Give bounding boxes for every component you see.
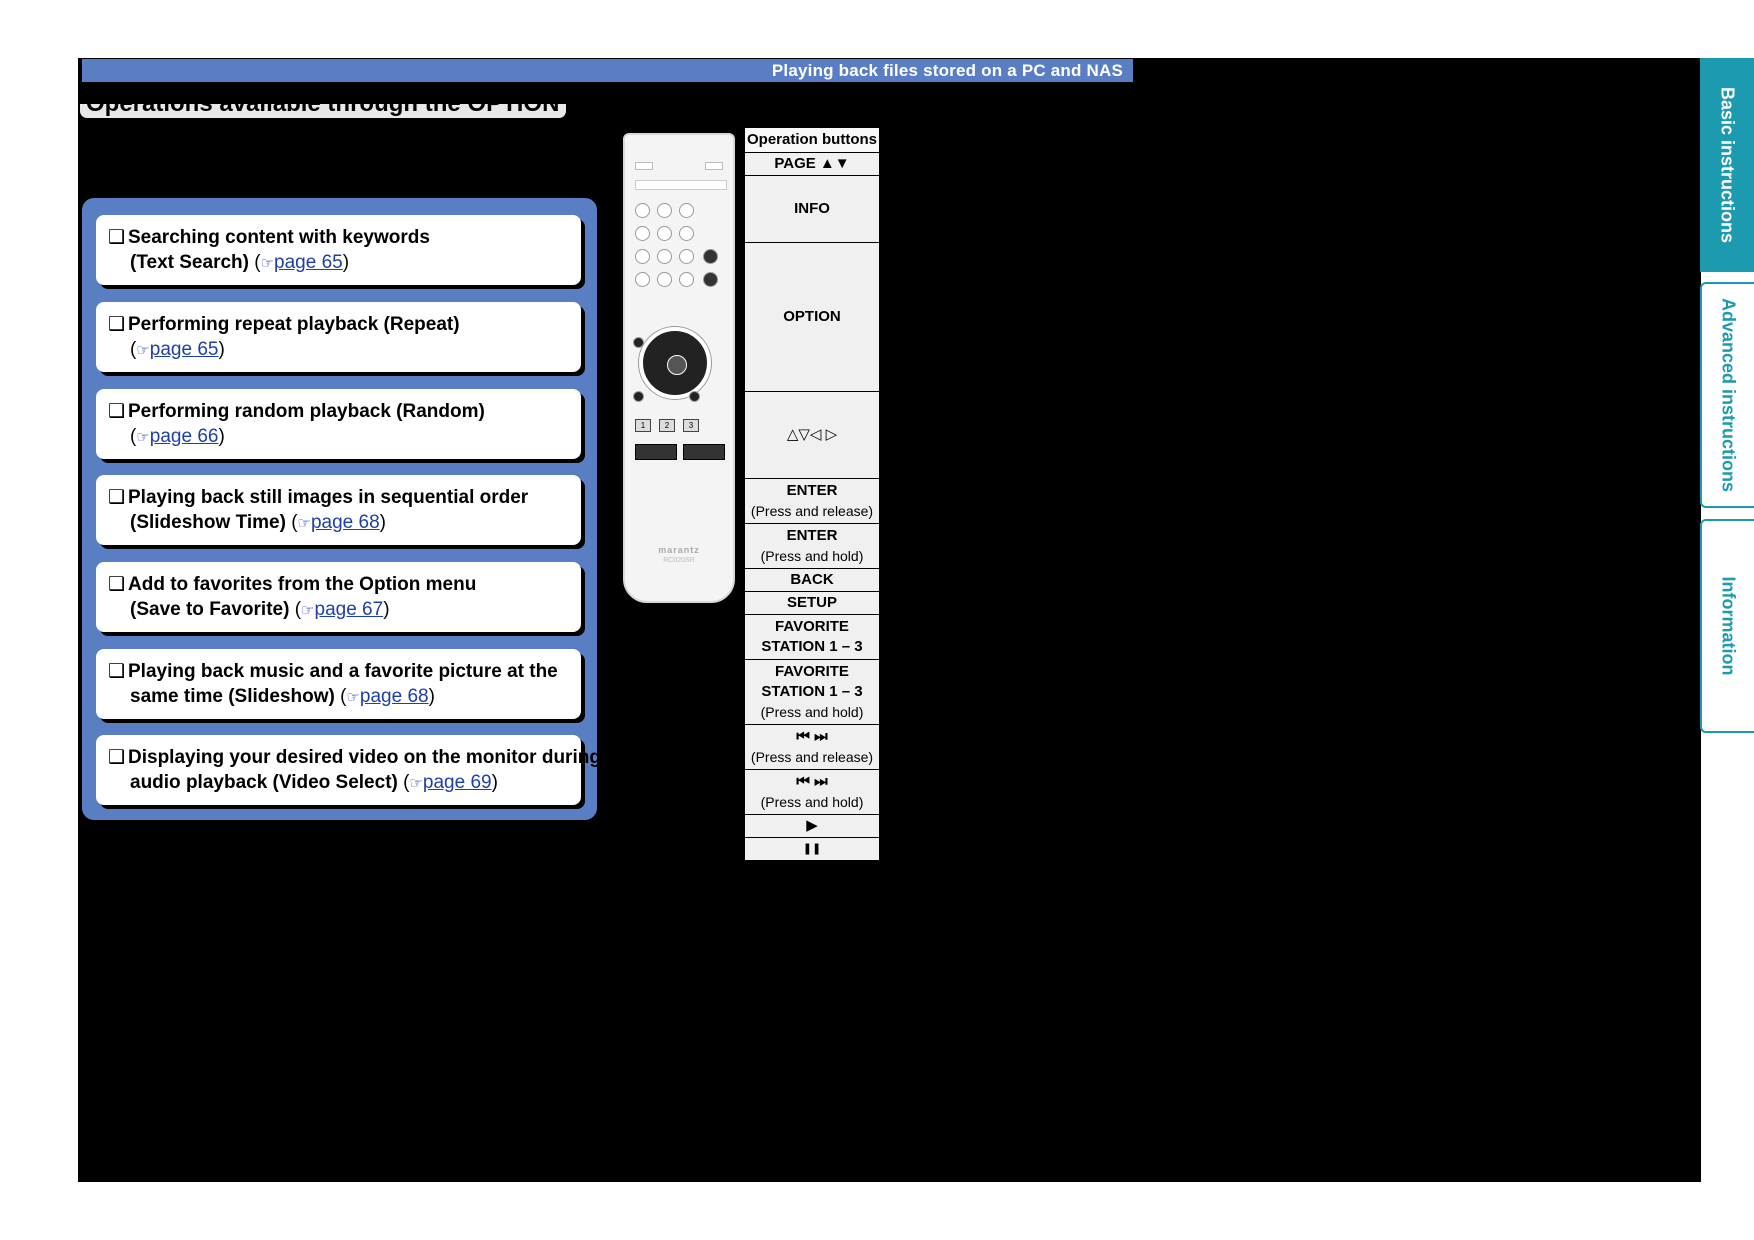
table-header: Operation buttons	[745, 128, 880, 153]
remote-display-slot	[635, 180, 727, 190]
setup-button-icon	[689, 391, 700, 402]
card-subtitle: same time (Slideshow)	[130, 686, 335, 707]
table-row-skip-release	[745, 725, 880, 770]
card-subtitle: (Save to Favorite)	[130, 599, 290, 620]
checkbox-icon: ❑	[108, 227, 126, 248]
checkbox-icon: ❑	[108, 401, 126, 422]
card-subtitle: (Slideshow Time)	[130, 512, 286, 533]
card-slideshow-time: ❑ Playing back still images in sequential order (Slideshow Time) (☞page 68)	[96, 475, 581, 545]
page-link[interactable]: page 66	[149, 426, 219, 447]
table-row-favorite-hold	[745, 660, 880, 725]
row-sub: (Press and hold)	[760, 794, 864, 810]
row-label: ENTER	[786, 527, 838, 544]
table-row-skip-hold	[745, 770, 880, 815]
remote-button-icon	[679, 249, 694, 264]
remote-brand-logo: marantz	[658, 545, 700, 555]
hand-pointer-icon: ☞	[409, 775, 423, 792]
enter-button-icon	[667, 355, 687, 375]
pause-icon: ❚❚	[745, 838, 880, 861]
sleep-button-icon	[635, 162, 653, 170]
remote-button-icon	[635, 203, 650, 218]
table-row-back: BACK	[745, 569, 880, 592]
skip-buttons-icon	[635, 444, 677, 460]
tab-information[interactable]	[1700, 519, 1754, 733]
hand-pointer-icon: ☞	[260, 255, 275, 272]
page-link[interactable]: page 65	[274, 252, 343, 273]
table-row-enter-hold	[745, 524, 880, 569]
favorite-station-1-icon: 1	[635, 419, 651, 432]
favorite-station-2-icon: 2	[659, 419, 675, 432]
hand-pointer-icon: ☞	[136, 429, 150, 446]
card-title: Performing repeat playback (Repeat)	[128, 314, 460, 335]
remote-button-icon	[635, 272, 650, 287]
page-link[interactable]: page 68	[310, 512, 380, 533]
card-title: Playing back still images in sequential order	[128, 487, 529, 508]
table-row-info: INFO	[745, 176, 880, 243]
card-slideshow: ❑ Playing back music and a favorite picture at the same time (Slideshow) (☞page 68)	[96, 649, 581, 719]
tab-label: Information	[1718, 576, 1739, 676]
page-up-button-icon	[703, 249, 718, 264]
table-row-enter-release	[745, 479, 880, 524]
row-sub: (Press and release)	[750, 749, 874, 765]
page-link[interactable]: page 65	[149, 339, 219, 360]
section-title-text: Operations available through the OPTION button	[86, 90, 641, 117]
card-title: Add to favorites from the Option menu	[128, 574, 477, 595]
remote-button-icon	[635, 226, 650, 241]
play-pause-buttons-icon	[683, 444, 725, 460]
tab-basic-instructions[interactable]	[1700, 58, 1754, 272]
page-link[interactable]: page 68	[359, 686, 429, 707]
card-subtitle: (Text Search)	[130, 252, 249, 273]
page-link[interactable]: page 67	[314, 599, 384, 620]
card-title: Playing back music and a favorite picture at the	[128, 661, 558, 682]
tab-label: Basic instructions	[1717, 86, 1738, 244]
row-label: ENTER	[786, 482, 838, 499]
page-header: Playing back files stored on a PC and NAS	[82, 59, 1133, 82]
remote-button-icon	[679, 272, 694, 287]
checkbox-icon: ❑	[108, 487, 126, 508]
operations-panel	[82, 198, 601, 820]
favorite-station-3-icon: 3	[683, 419, 699, 432]
card-title: Displaying your desired video on the monitor during	[128, 747, 601, 768]
remote-button-icon	[657, 226, 672, 241]
card-title: Performing random playback (Random)	[128, 401, 485, 422]
remote-button-icon	[657, 272, 672, 287]
card-subtitle: audio playback (Video Select)	[130, 772, 398, 793]
row-sub: (Press and hold)	[760, 548, 864, 564]
table-row-page: PAGE ▲▼	[745, 153, 880, 176]
hand-pointer-icon: ☞	[346, 689, 360, 706]
card-random: ❑ Performing random playback (Random) (☞page 66)	[96, 389, 581, 459]
table-row-cursor: △▽◁ ▷	[745, 392, 880, 479]
checkbox-icon: ❑	[108, 314, 126, 335]
play-icon: ▶	[745, 815, 880, 838]
page-down-button-icon	[703, 272, 718, 287]
card-save-to-favorite: ❑ Add to favorites from the Option menu (Save to Favorite) (☞page 67)	[96, 562, 581, 632]
operation-buttons-table	[744, 127, 880, 861]
remote-control-illustration	[623, 133, 735, 603]
tab-label: Advanced instructions	[1718, 297, 1739, 493]
row-sub: (Press and release)	[750, 503, 874, 519]
remote-button-icon	[657, 203, 672, 218]
checkbox-icon: ❑	[108, 747, 126, 768]
remote-button-icon	[679, 203, 694, 218]
hand-pointer-icon: ☞	[301, 602, 315, 619]
remote-model: RC020SR	[663, 557, 695, 564]
card-repeat: ❑ Performing repeat playback (Repeat) (☞page 65)	[96, 302, 581, 372]
remote-button-icon	[635, 249, 650, 264]
power-button-icon	[705, 162, 723, 170]
page-link[interactable]: page 69	[422, 772, 492, 793]
hand-pointer-icon: ☞	[136, 342, 150, 359]
row-sub: (Press and hold)	[760, 704, 864, 720]
table-row-setup: SETUP	[745, 592, 880, 615]
hand-pointer-icon: ☞	[297, 515, 311, 532]
checkbox-icon: ❑	[108, 661, 126, 682]
back-button-icon	[633, 391, 644, 402]
table-row-option: OPTION	[745, 243, 880, 392]
card-text-search: ❑ Searching content with keywords (Text Search) (☞page 65)	[96, 215, 581, 285]
tab-advanced-instructions[interactable]	[1700, 282, 1754, 508]
remote-button-icon	[679, 226, 694, 241]
card-video-select: ❑ Displaying your desired video on the monitor during audio playback (Video Select) (☞page 69)	[96, 735, 581, 805]
skip-icon: ⏮ ⏭	[796, 728, 828, 745]
checkbox-icon: ❑	[108, 574, 126, 595]
section-title	[80, 90, 641, 118]
cursor-pad-icon	[639, 327, 711, 399]
table-row-favorite: FAVORITE STATION 1 – 3	[745, 615, 880, 660]
card-title: Searching content with keywords	[128, 227, 430, 248]
row-label: FAVORITE STATION 1 – 3	[761, 663, 863, 700]
remote-button-icon	[657, 249, 672, 264]
skip-icon: ⏮ ⏭	[796, 773, 828, 790]
